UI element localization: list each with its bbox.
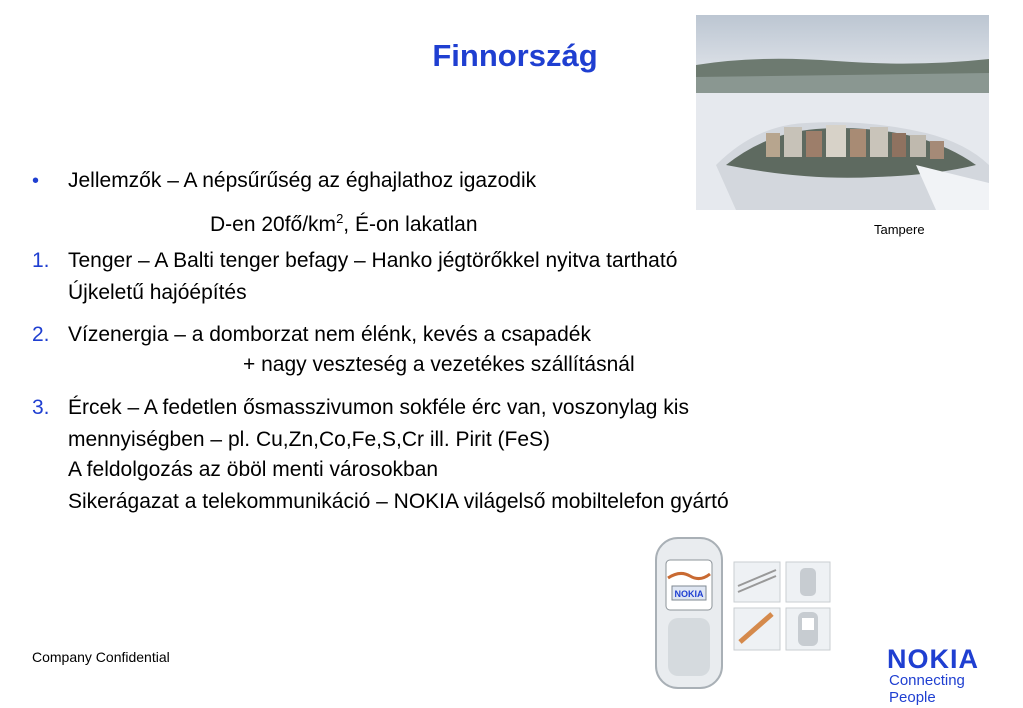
bullet-marker: • (32, 170, 40, 192)
item-1-line-1: Tenger – A Balti tenger befagy – Hanko jégtörőkkel nyitva tartható (68, 249, 678, 272)
brand-tagline: Connecting People (889, 672, 965, 706)
bullet-line-1: Jellemzők – A népsűrűség az éghajlathoz igazodik (68, 169, 537, 192)
phone-collage (650, 534, 840, 694)
item-2-line-2: + nagy veszteség a vezetékes szállításnál (243, 353, 635, 376)
confidential-footer: Company Confidential (32, 649, 170, 665)
north-note: , É-on lakatlan (343, 213, 478, 236)
bullet-line-2 (210, 205, 478, 239)
tampere-photo-graphic (696, 15, 989, 210)
phone-images (650, 534, 840, 694)
item-3-marker: 3. (32, 396, 50, 419)
item-2-line-1: Vízenergia – a domborzat nem élénk, kevés a csapadék (68, 323, 591, 346)
item-1-marker: 1. (32, 249, 50, 272)
photo-caption: Tampere (874, 222, 925, 237)
item-3-line-1: Ércek – A fedetlen ősmasszivumon sokféle érc van, voszonylag kis (68, 396, 689, 419)
superscript: 2 (336, 211, 344, 226)
slide-title: Finnország (432, 38, 598, 73)
density-value: D-en 20fő/km (210, 213, 337, 236)
brand-name: NOKIA (887, 644, 979, 674)
tampere-photo (696, 15, 989, 210)
nokia-logo (887, 644, 1007, 706)
item-3-line-4: Sikerágazat a telekommunikáció – NOKIA világelső mobiltelefon gyártó (68, 490, 729, 513)
item-3-line-2: mennyiségben – pl. Cu,Zn,Co,Fe,S,Cr ill. Pirit (FeS) (68, 428, 550, 451)
item-2-marker: 2. (32, 323, 50, 346)
item-1-line-2: Újkeletű hajóépítés (68, 281, 247, 304)
phone-screen-logo: NOKIA (674, 589, 704, 599)
item-3-line-3: A feldolgozás az öböl menti városokban (68, 458, 439, 481)
